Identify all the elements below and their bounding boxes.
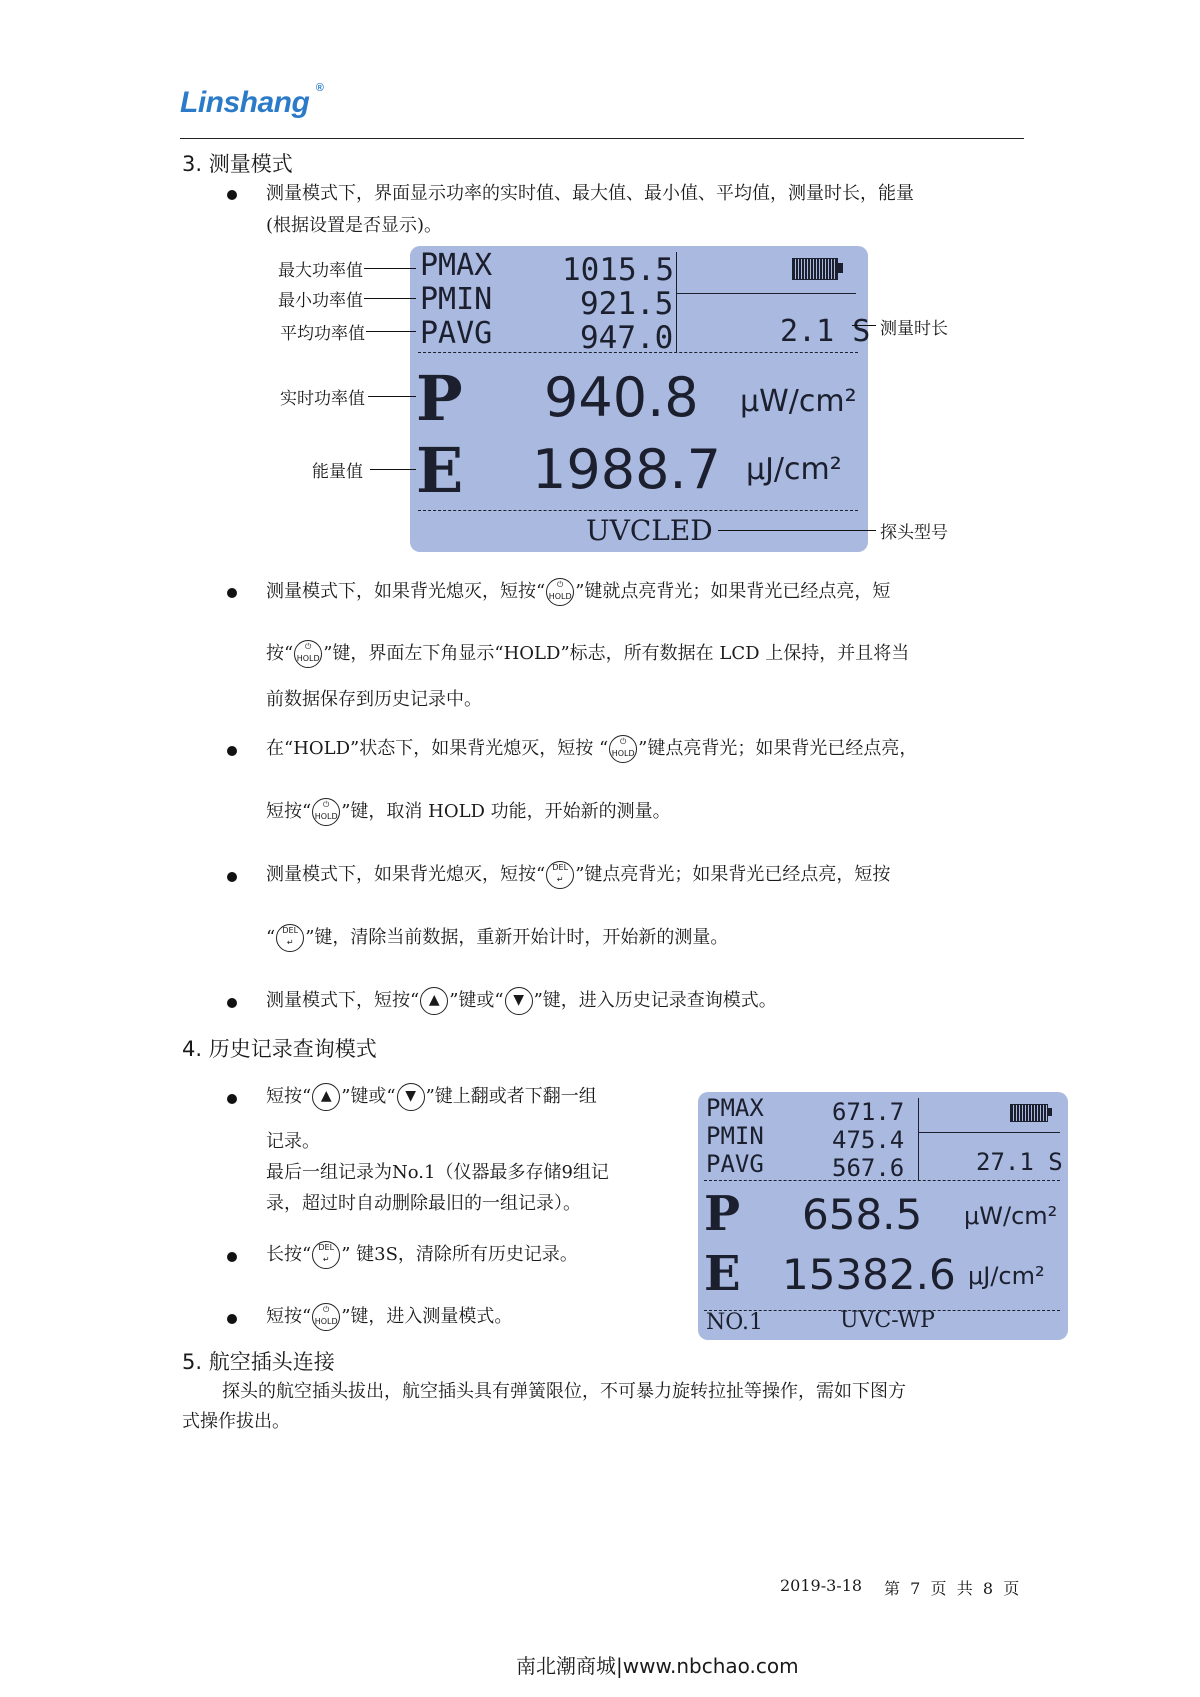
lcd-e-value: 1988.7: [532, 438, 721, 501]
s3-b4-line2: “ DEL ↵ ”键，清除当前数据，重新开始计时，开始新的测量。: [266, 922, 728, 954]
up-arrow-key-icon: ▲: [312, 1083, 340, 1111]
header-rule: [180, 138, 1024, 139]
lcd-pavg-label: PAVG: [420, 316, 493, 351]
lcd-duration: 27.1 S: [976, 1148, 1063, 1176]
del-key-icon: DEL ↵: [312, 1241, 340, 1269]
callout-duration: 测量时长: [880, 319, 948, 339]
lcd-history-screen: [698, 1092, 1068, 1340]
s3-b2-line1: 测量模式下，如果背光熄灭，短按“ ⏻ HOLD ”键就点亮背光；如果背光已经点亮，短: [266, 576, 890, 608]
s5-line2: 式操作拔出。: [182, 1411, 290, 1432]
bullet: [227, 588, 237, 598]
callout-line: [718, 530, 876, 531]
lcd-divider: [418, 510, 858, 511]
lcd-pmax-value: 671.7: [832, 1098, 905, 1126]
lcd-pmin-value: 475.4: [832, 1126, 905, 1154]
lcd-pavg-value: 567.6: [832, 1154, 905, 1182]
del-key-icon: DEL ↵: [546, 861, 574, 889]
lcd-pavg-label: PAVG: [706, 1150, 764, 1178]
callout-line: [364, 268, 416, 269]
lcd-p-unit: μW/cm²: [740, 384, 857, 419]
lcd-duration: 2.1 S: [780, 314, 871, 349]
lcd-pavg-value: 947.0: [580, 320, 674, 356]
lcd-pmin-label: PMIN: [420, 282, 493, 317]
bullet: [227, 998, 237, 1008]
power-hold-key-icon: ⏻ HOLD: [546, 578, 574, 606]
callout-line: [370, 469, 416, 470]
footer-page: 第 7 页 共 8 页: [884, 1579, 1020, 1598]
lcd-probe-model: UVC-WP: [840, 1308, 935, 1333]
callout-line: [368, 396, 416, 397]
lcd-pmax-label: PMAX: [420, 248, 493, 283]
up-arrow-key-icon: ▲: [420, 987, 448, 1015]
power-hold-key-icon: ⏻ HOLD: [294, 640, 322, 668]
s3-b2-line3: 前数据保存到历史记录中。: [266, 689, 482, 710]
battery-icon: [1010, 1104, 1048, 1122]
lcd-divider-vertical: [676, 252, 677, 352]
lcd-pmax-value: 1015.5: [562, 252, 674, 288]
battery-icon: [792, 258, 838, 280]
lcd-pmin-value: 921.5: [580, 286, 674, 322]
footer-date: 2019-3-18: [780, 1576, 863, 1595]
lcd-divider-vertical: [918, 1098, 919, 1180]
s3-b3-line1: 在“HOLD”状态下，如果背光熄灭，短按 “ ⏻ HOLD ”键点亮背光；如果背光已经点亮，: [266, 733, 917, 765]
callout-energy: 能量值: [312, 462, 363, 482]
power-hold-key-icon: ⏻ HOLD: [312, 1303, 340, 1331]
lcd-divider: [418, 352, 858, 353]
lcd-e-unit: μJ/cm²: [746, 452, 842, 487]
battery-tip: [1048, 1108, 1052, 1116]
callout-line: [364, 298, 416, 299]
s3-b4-line1: 测量模式下，如果背光熄灭，短按“ DEL ↵ ”键点亮背光；如果背光已经点亮，短按: [266, 859, 890, 891]
bullet: [227, 1252, 237, 1262]
lcd-divider-right: [918, 1132, 1060, 1133]
s4-b3-line1: 短按“ ⏻ HOLD ”键，进入测量模式。: [266, 1301, 512, 1333]
lcd-e-value: 15382.6: [782, 1250, 956, 1299]
lcd-e-unit: μJ/cm²: [968, 1262, 1045, 1290]
down-arrow-key-icon: ▼: [505, 987, 533, 1015]
section-3-title: 3. 测量模式: [182, 152, 293, 176]
lcd-measurement-screen: [410, 246, 871, 552]
battery-tip: [838, 263, 843, 273]
bullet: [227, 1314, 237, 1324]
s3-b1-line2: (根据设置是否显示)。: [266, 215, 443, 236]
del-key-icon: DEL ↵: [276, 924, 304, 952]
s4-b1-line1: 短按“ ▲ ”键或“ ▼ ”键上翻或者下翻一组: [266, 1081, 597, 1113]
callout-pmin: 最小功率值: [278, 291, 363, 311]
lcd-p-value: 658.5: [802, 1190, 923, 1239]
s3-b2-line2: 按“ ⏻ HOLD ”键，界面左下角显示“HOLD”标志，所有数据在 LCD 上保持，并且将当: [266, 638, 909, 670]
lcd-p-value: 940.8: [544, 366, 699, 429]
callout-pavg: 平均功率值: [280, 324, 365, 344]
power-hold-key-icon: ⏻ HOLD: [312, 798, 340, 826]
s3-b1-line1: 测量模式下，界面显示功率的实时值、最大值、最小值、平均值，测量时长，能量: [266, 183, 914, 204]
bullet: [227, 1094, 237, 1104]
callout-line: [852, 325, 876, 326]
lcd-divider-right: [676, 293, 856, 294]
s4-b1-line3: 最后一组记录为No.1（仪器最多存储9组记: [266, 1162, 609, 1183]
s4-b1-line4: 录，超过时自动删除最旧的一组记录）。: [266, 1193, 581, 1214]
s5-line1: 探头的航空插头拔出，航空插头具有弹簧限位，不可暴力旋转拉扯等操作，需如下图方: [222, 1381, 906, 1402]
lcd-p-label: P: [416, 362, 463, 435]
s4-b1-line2: 记录。: [266, 1131, 320, 1152]
lcd-divider: [704, 1180, 1060, 1181]
lcd-e-label: E: [704, 1246, 741, 1302]
bullet: [227, 872, 237, 882]
bullet: [227, 190, 237, 200]
callout-real-power: 实时功率值: [280, 389, 365, 409]
bullet: [227, 746, 237, 756]
s3-b3-line2: 短按“ ⏻ HOLD ”键，取消 HOLD 功能，开始新的测量。: [266, 796, 671, 828]
lcd-p-unit: μW/cm²: [964, 1202, 1058, 1230]
section-5-title: 5. 航空插头连接: [182, 1350, 335, 1374]
watermark: 南北潮商城|www.nbchao.com: [516, 1654, 799, 1678]
section-4-title: 4. 历史记录查询模式: [182, 1037, 377, 1061]
callout-line: [366, 331, 416, 332]
lcd-p-label: P: [704, 1186, 741, 1242]
s4-b2-line1: 长按“ DEL ↵ ” 键3S，清除所有历史记录。: [266, 1239, 578, 1271]
linshang-logo: Linshang ®: [180, 82, 324, 119]
power-hold-key-icon: ⏻ HOLD: [609, 735, 637, 763]
s3-b5-line1: 测量模式下，短按“ ▲ ”键或“ ▼ ”键，进入历史记录查询模式。: [266, 985, 777, 1017]
lcd-pmin-label: PMIN: [706, 1122, 764, 1150]
callout-probe: 探头型号: [880, 523, 948, 543]
callout-pmax: 最大功率值: [278, 261, 363, 281]
lcd-e-label: E: [416, 434, 464, 507]
lcd-pmax-label: PMAX: [706, 1094, 764, 1122]
lcd-record-no: NO.1: [706, 1310, 763, 1335]
down-arrow-key-icon: ▼: [397, 1083, 425, 1111]
lcd-probe-model: UVCLED: [586, 514, 713, 547]
